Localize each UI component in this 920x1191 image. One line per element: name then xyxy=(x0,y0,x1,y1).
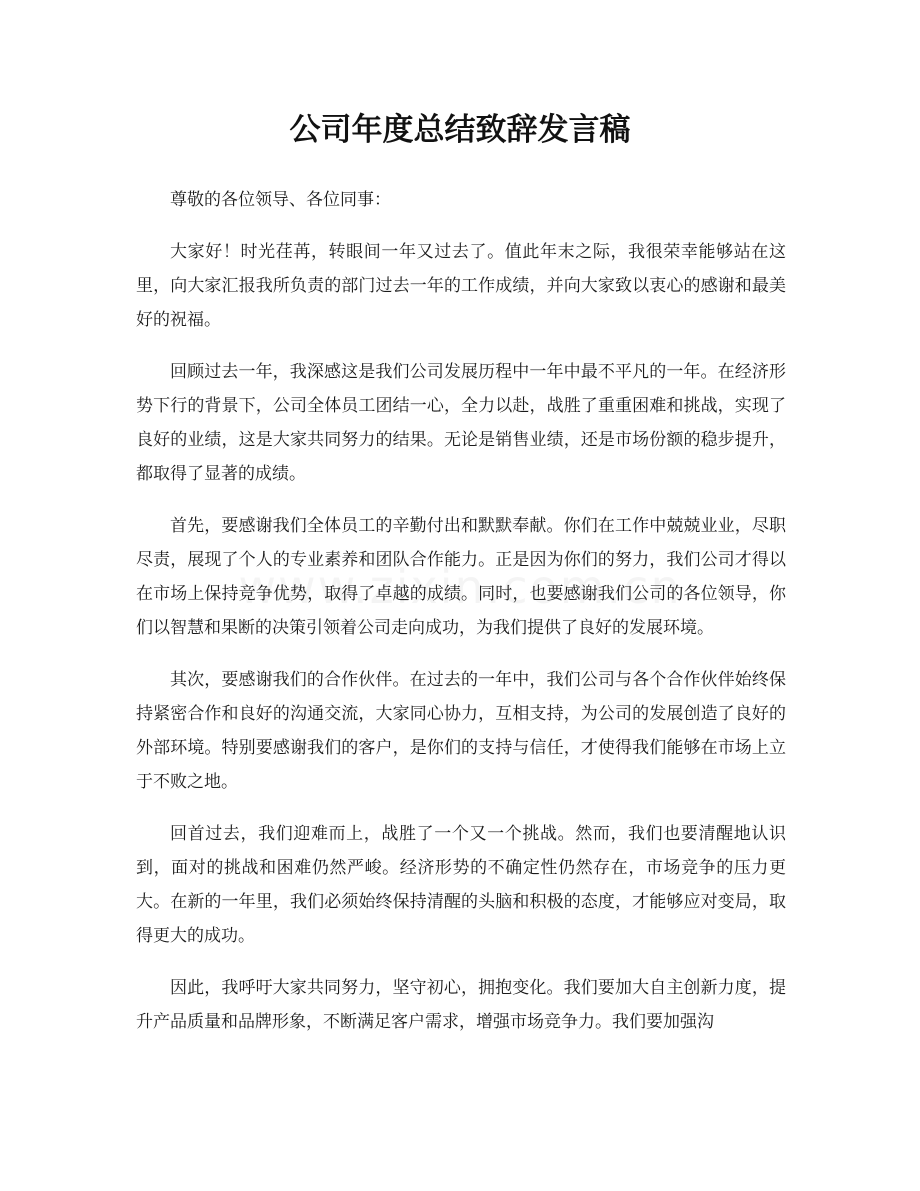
paragraph: 因此，我呼吁大家共同努力，坚守初心，拥抱变化。我们要加大自主创新力度，提升产品质量和品牌形象，不断满足客户需求，增强市场竞争力。我们要加强沟 xyxy=(136,978,786,1032)
paragraph: 回顾过去一年，我深感这是我们公司发展历程中一年中最不平凡的一年。在经济形势下行的背景下，公司全体员工团结一心，全力以赴，战胜了重重困难和挑战，实现了良好的业绩，这是大家共同努力的结果。无论是销售业绩，还是市场份额的稳步提升，都取得了显著的成绩。 xyxy=(136,362,786,484)
paragraph: 回首过去，我们迎难而上，战胜了一个又一个挑战。然而，我们也要清醒地认识到，面对的挑战和困难仍然严峻。经济形势的不确定性仍然存在，市场竞争的压力更大。在新的一年里，我们必须始终保持清醒的头脑和积极的态度，才能够应对变局，取得更大的成功。 xyxy=(136,824,786,946)
paragraph: 其次，要感谢我们的合作伙伴。在过去的一年中，我们公司与各个合作伙伴始终保持紧密合作和良好的沟通交流，大家同心协力，互相支持，为公司的发展创造了良好的外部环境。特别要感谢我们的客户，是你们的支持与信任，才使得我们能够在市场上立于不败之地。 xyxy=(136,670,786,792)
document-title: 公司年度总结致辞发言稿 xyxy=(289,112,631,148)
paragraph: 首先，要感谢我们全体员工的辛勤付出和默默奉献。你们在工作中兢兢业业，尽职尽责，展现了个人的专业素养和团队合作能力。正是因为你们的努力，我们公司才得以在市场上保持竞争优势，取得了卓越的成绩。同时，也要感谢我们公司的各位领导，你们以智慧和果断的决策引领着公司走向成功，为我们提供了良好的发展环境。 xyxy=(136,516,786,638)
document-body xyxy=(136,183,786,1057)
paragraph-salutation: 尊敬的各位领导、各位同事： xyxy=(170,190,391,210)
paragraph: 大家好！时光荏苒，转眼间一年又过去了。值此年末之际，我很荣幸能够站在这里，向大家汇报我所负责的部门过去一年的工作成绩，并向大家致以衷心的感谢和最美好的祝福。 xyxy=(136,242,786,330)
